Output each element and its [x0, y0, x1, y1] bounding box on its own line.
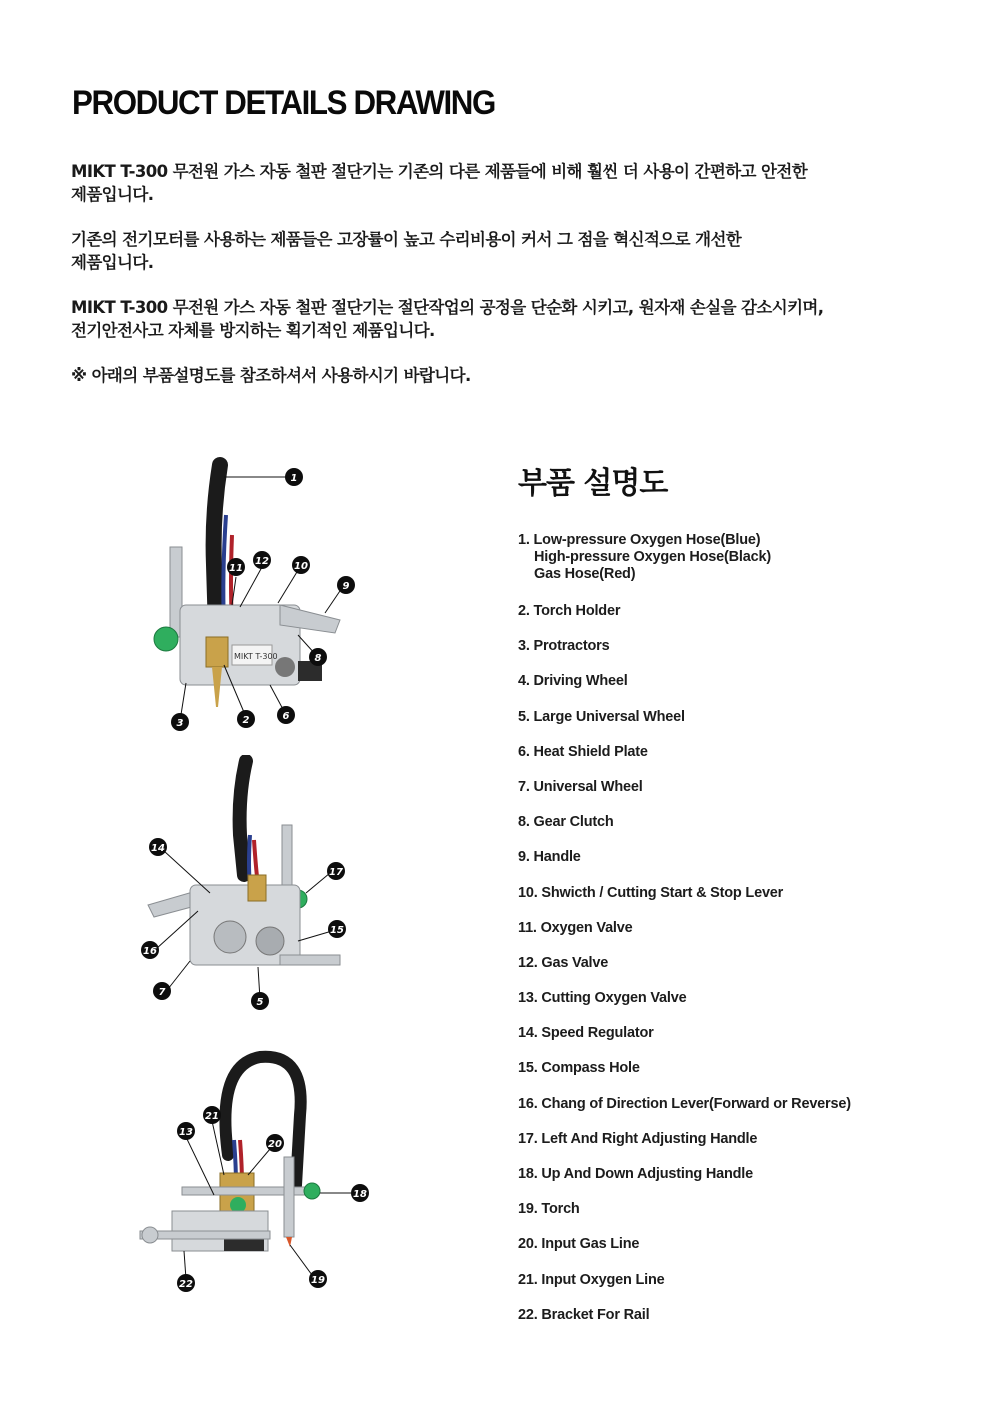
machine-view-front [120, 455, 380, 740]
callout-1: 1 [290, 473, 298, 484]
callout-22: 22 [179, 1279, 193, 1290]
callout-7: 7 [158, 987, 166, 998]
intro-p2-line1: 기존의 전기모터를 사용하는 제품들은 고장률이 높고 수리비용이 커서 그 점을 혁신적으로 개선한 [71, 230, 742, 249]
intro-p3-line2: 전기안전사고 자체를 방지하는 획기적인 제품입니다. [71, 321, 435, 340]
parts-list-item: 8. Gear Clutch [518, 814, 614, 831]
parts-diagram-title: 부품 설명도 [518, 466, 668, 501]
intro-section [71, 160, 931, 409]
callouts-front [171, 468, 355, 731]
callout-11: 11 [229, 563, 243, 574]
parts-list-item-1 [518, 532, 968, 602]
callout-12: 12 [255, 556, 269, 567]
parts-list-item: 12. Gas Valve [518, 954, 609, 971]
intro-p3-line1: MIKT T-300 무전원 가스 자동 철판 절단기는 절단작업의 공정을 단순화 시키고, 원자재 손실을 감소시키며, [71, 298, 824, 317]
intro-paragraph-3 [71, 296, 931, 342]
callouts-side [177, 1106, 369, 1292]
callout-6: 6 [282, 711, 290, 722]
intro-paragraph-2 [71, 228, 931, 274]
intro-paragraph-1 [71, 160, 931, 206]
callout-17: 17 [329, 867, 343, 878]
intro-p1-line2: 제품입니다. [71, 185, 154, 204]
parts-list-item: 18. Up And Down Adjusting Handle [518, 1166, 753, 1182]
callout-16: 16 [143, 946, 157, 957]
callout-10: 10 [294, 561, 308, 572]
callout-3: 3 [176, 718, 184, 729]
callout-21: 21 [205, 1111, 219, 1122]
parts-list-item: 9. Handle [518, 849, 581, 866]
parts-list-item: 3. Protractors [518, 638, 610, 655]
part-1-line3: Gas Hose(Red) [534, 566, 636, 582]
page-title: PRODUCT DETAILS DRAWING [72, 84, 495, 122]
machine-view-rear [120, 755, 380, 1015]
intro-p2-line2: 제품입니다. [71, 253, 154, 272]
parts-list-item: 13. Cutting Oxygen Valve [518, 990, 687, 1007]
intro-p1-line1: MIKT T-300 무전원 가스 자동 철판 절단기는 기존의 다른 제품들에 비해 훨씬 더 사용이 간편하고 안전한 [71, 162, 808, 181]
callout-19: 19 [311, 1275, 325, 1286]
parts-list-item: 15. Compass Hole [518, 1060, 640, 1077]
callout-20: 20 [268, 1139, 282, 1150]
parts-list-item: 11. Oxygen Valve [518, 919, 633, 936]
machine-illustration-front [120, 455, 380, 740]
parts-list-item: 16. Chang of Direction Lever(Forward or Reverse) [518, 1095, 851, 1112]
parts-list-item: 2. Torch Holder [518, 603, 621, 619]
parts-list-item: 17. Left And Right Adjusting Handle [518, 1130, 758, 1147]
callout-8: 8 [314, 653, 322, 664]
callout-5: 5 [256, 997, 264, 1008]
callout-15: 15 [330, 925, 344, 936]
brand-label-front: MIKT T-300 [234, 652, 278, 661]
intro-note: ※ 아래의 부품설명도를 참조하셔서 사용하시기 바랍니다. [71, 366, 471, 385]
parts-list-item: 21. Input Oxygen Line [518, 1271, 665, 1288]
parts-list-item: 20. Input Gas Line [518, 1236, 640, 1253]
machine-illustration-side [120, 1045, 380, 1295]
callout-9: 9 [342, 581, 350, 592]
machine-view-side [120, 1045, 380, 1295]
parts-list [518, 532, 968, 1341]
parts-list-item: 5. Large Universal Wheel [518, 708, 685, 725]
callout-14: 14 [151, 843, 165, 854]
parts-list-item: 10. Shwicth / Cutting Start & Stop Lever [518, 884, 784, 901]
parts-list-item: 6. Heat Shield Plate [518, 743, 648, 760]
part-1-line2: High-pressure Oxygen Hose(Black) [534, 549, 771, 565]
parts-list-item: 19. Torch [518, 1201, 580, 1218]
machine-illustration-rear [120, 755, 380, 1015]
callout-2: 2 [242, 715, 250, 726]
parts-list-item: 22. Bracket For Rail [518, 1306, 650, 1323]
callout-18: 18 [353, 1189, 367, 1200]
parts-list-item: 7. Universal Wheel [518, 778, 643, 795]
callout-13: 13 [179, 1127, 193, 1138]
parts-list-item: 14. Speed Regulator [518, 1025, 654, 1042]
parts-list-item: 4. Driving Wheel [518, 673, 628, 690]
part-1-line1: 1. Low-pressure Oxygen Hose(Blue) [518, 532, 761, 548]
